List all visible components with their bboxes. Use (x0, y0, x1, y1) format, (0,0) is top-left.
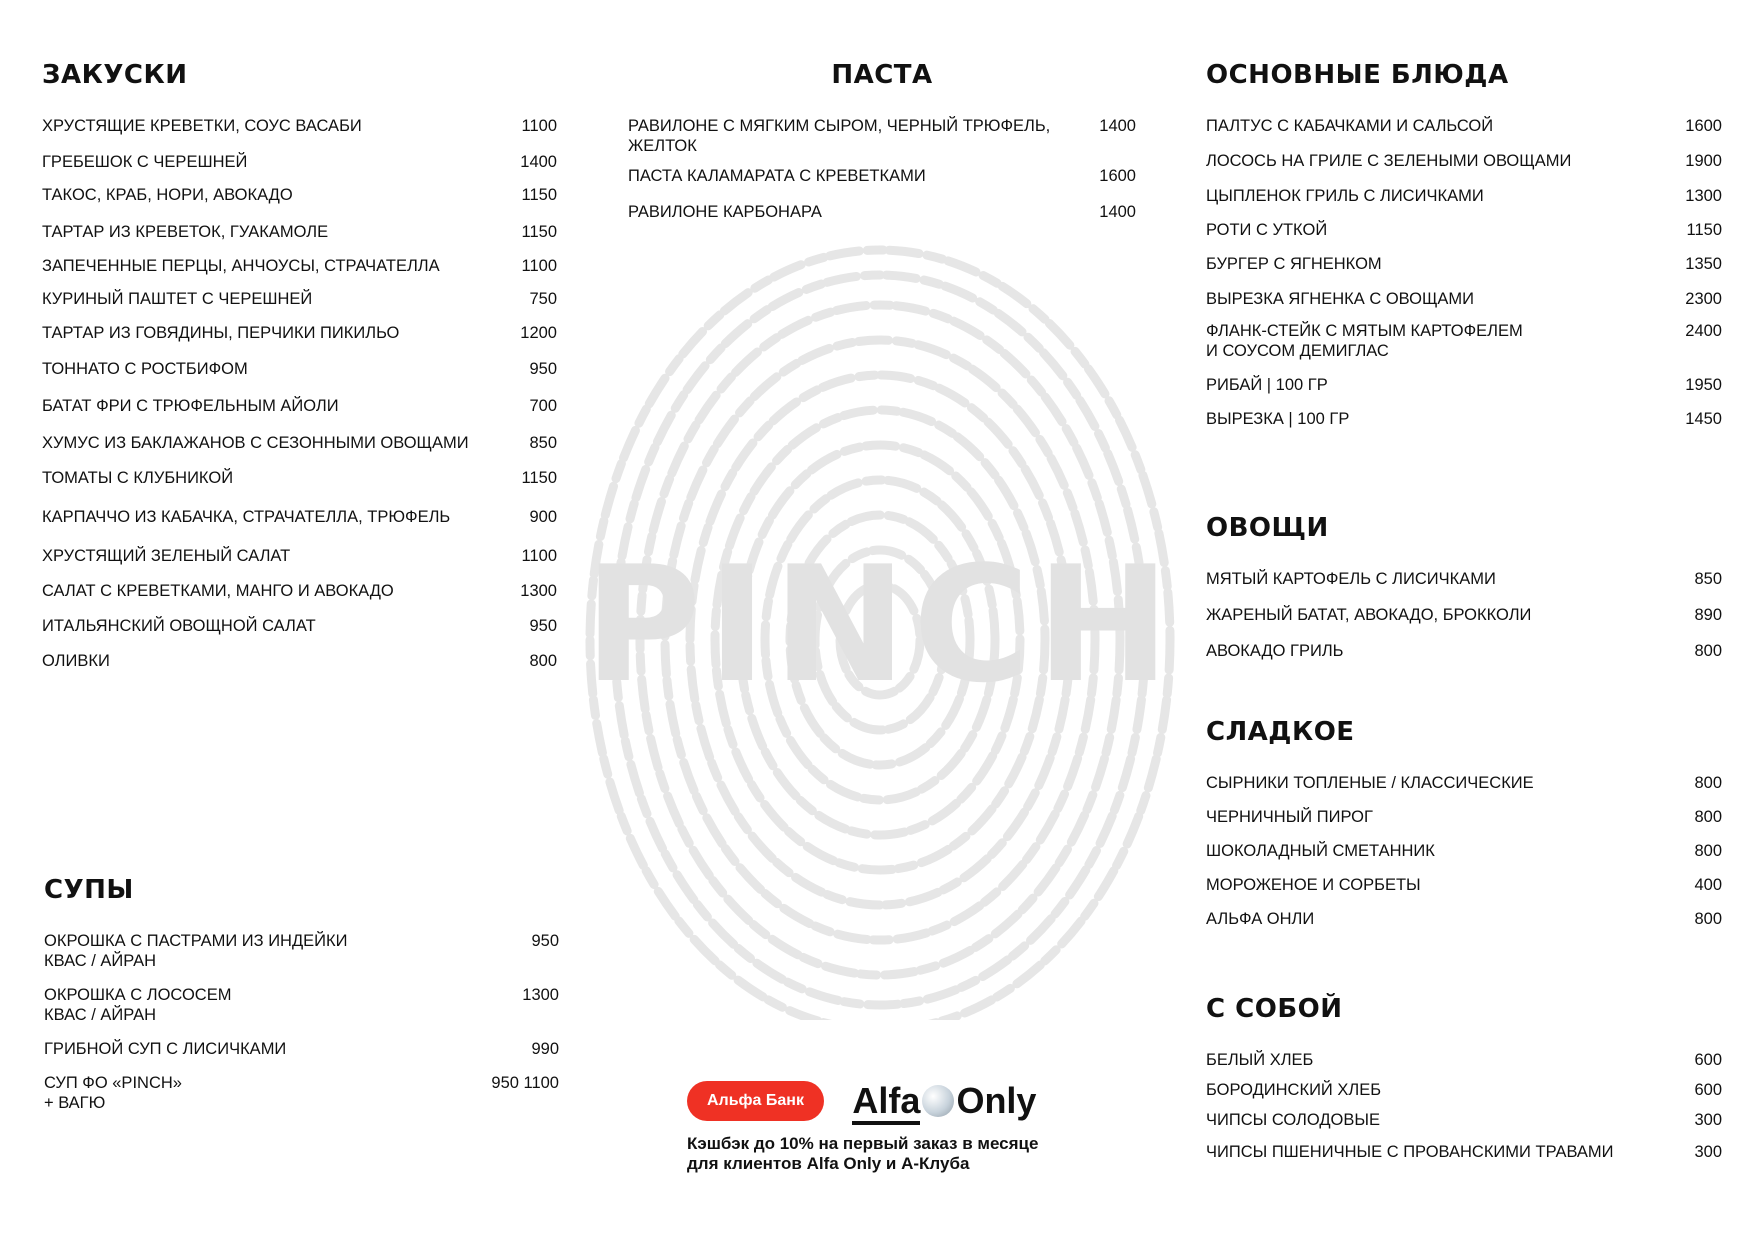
menu-item-name: КАРПАЧЧО ИЗ КАБАЧКА, СТРАЧАТЕЛЛА, ТРЮФЕЛЬ (42, 508, 451, 526)
menu-item-name: ЛОСОСЬ НА ГРИЛЕ С ЗЕЛЕНЫМИ ОВОЩАМИ (1206, 152, 1572, 170)
menu-item-price: 750 (529, 290, 557, 308)
menu-item-name: ТАКОС, КРАБ, НОРИ, АВОКАДО (42, 186, 293, 204)
menu-item-price: 600 (1694, 1081, 1722, 1099)
section-sladkoe (1206, 717, 1722, 929)
menu-item-name: ТАРТАР ИЗ ГОВЯДИНЫ, ПЕРЧИКИ ПИКИЛЬО (42, 324, 400, 342)
menu-item-name: ИТАЛЬЯНСКИЙ ОВОЩНОЙ САЛАТ (42, 617, 316, 635)
menu-item-price: 1600 (1685, 117, 1722, 135)
menu-item-price: 800 (1694, 774, 1722, 792)
menu-item-price: 800 (1694, 642, 1722, 660)
menu-item (44, 1039, 559, 1059)
menu-item-name: АЛЬФА ОНЛИ (1206, 910, 1315, 928)
menu-item-price: 850 (529, 434, 557, 452)
section-title: СУПЫ (44, 875, 134, 905)
watermark-text: PINCH (583, 531, 1177, 718)
menu-item-name: ЖАРЕНЫЙ БАТАТ, АВОКАДО, БРОККОЛИ (1206, 606, 1532, 624)
menu-item (42, 468, 557, 488)
menu-item (1206, 289, 1722, 309)
menu-item (1206, 909, 1722, 929)
menu-item-name: ГРЕБЕШОК С ЧЕРЕШНЕЙ (42, 153, 248, 171)
menu-item (628, 202, 1136, 222)
menu-item-price: 850 (1694, 570, 1722, 588)
menu-item (42, 616, 557, 636)
menu-item (42, 222, 557, 242)
menu-item (1206, 409, 1722, 429)
section-title: СЛАДКОЕ (1206, 717, 1355, 747)
promo-text (687, 1134, 1147, 1174)
menu-item-name: ОЛИВКИ (42, 652, 110, 670)
menu-item-price: 800 (1694, 842, 1722, 860)
promo-line-1: Кэшбэк до 10% на первый заказ в месяце (687, 1134, 1039, 1153)
menu-item-name: ХУМУС ИЗ БАКЛАЖАНОВ С СЕЗОННЫМИ ОВОЩАМИ (42, 434, 469, 452)
menu-item (42, 116, 557, 136)
menu-item-price: 1150 (1686, 221, 1722, 239)
menu-item-name: ЦЫПЛЕНОК ГРИЛЬ С ЛИСИЧКАМИ (1206, 187, 1484, 205)
section-ovoshchi (1206, 513, 1722, 661)
menu-item-name: ХРУСТЯЩИЕ КРЕВЕТКИ, СОУС ВАСАБИ (42, 117, 362, 135)
menu-item-price: 800 (529, 652, 557, 670)
menu-item-name: АВОКАДО ГРИЛЬ (1206, 642, 1344, 660)
menu-item (1206, 220, 1722, 240)
menu-list (1206, 773, 1722, 929)
menu-item-name: РАВИЛОНЕ КАРБОНАРА (628, 203, 822, 221)
menu-item-price: 1150 (521, 186, 557, 204)
menu-item (42, 581, 557, 601)
menu-item (1206, 875, 1722, 895)
menu-item (42, 651, 557, 671)
menu-item (42, 256, 557, 276)
menu-item-price: 890 (1694, 606, 1722, 624)
menu-item (42, 152, 557, 172)
menu-item-price: 900 (529, 508, 557, 526)
menu-item (1206, 186, 1722, 206)
alfa-bank-badge: Альфа Банк (687, 1081, 824, 1121)
menu-item-price: 1400 (1099, 203, 1136, 221)
menu-item-name: БАТАТ ФРИ С ТРЮФЕЛЬНЫМ АЙОЛИ (42, 397, 339, 415)
menu-item (628, 166, 1136, 186)
menu-item (1206, 773, 1722, 793)
menu-item-name: СЫРНИКИ ТОПЛЕНЫЕ / КЛАССИЧЕСКИЕ (1206, 774, 1534, 792)
menu-item-name: МЯТЫЙ КАРТОФЕЛЬ С ЛИСИЧКАМИ (1206, 570, 1496, 588)
menu-item-price: 1600 (1099, 167, 1136, 185)
menu-item-price: 400 (1694, 876, 1722, 894)
menu-item-name: РАВИЛОНЕ С МЯГКИМ СЫРОМ, ЧЕРНЫЙ ТРЮФЕЛЬ, ЖЕЛТОК (628, 117, 1051, 155)
alfa-only-brand-b: Only (956, 1080, 1037, 1121)
menu-item (42, 289, 557, 309)
menu-item-name: ЧИПСЫ ПШЕНИЧНЫЕ С ПРОВАНСКИМИ ТРАВАМИ (1206, 1143, 1614, 1161)
menu-item-name: ХРУСТЯЩИЙ ЗЕЛЕНЫЙ САЛАТ (42, 547, 291, 565)
menu-item-name: ОКРОШКА С ПАСТРАМИ ИЗ ИНДЕЙКИ КВАС / АЙРАН (44, 932, 348, 970)
section-pasta (628, 60, 1136, 222)
menu-item (42, 323, 557, 343)
menu-item-price: 1100 (521, 257, 557, 275)
menu-item-price: 1450 (1685, 410, 1722, 428)
menu-item-name: ЗАПЕЧЕННЫЕ ПЕРЦЫ, АНЧОУСЫ, СТРАЧАТЕЛЛА (42, 257, 440, 275)
menu-item-name: ВЫРЕЗКА | 100 ГР (1206, 410, 1350, 428)
menu-item-name: ПАЛТУС С КАБАЧКАМИ И САЛЬСОЙ (1206, 117, 1494, 135)
menu-item (1206, 375, 1722, 395)
section-zakuski (42, 60, 557, 671)
menu-item (42, 396, 557, 416)
menu-list (42, 116, 557, 671)
menu-item-name: РИБАЙ | 100 ГР (1206, 376, 1328, 394)
menu-list (1206, 569, 1722, 661)
menu-item-name: ВЫРЕЗКА ЯГНЕНКА С ОВОЩАМИ (1206, 290, 1475, 308)
menu-item-price: 700 (529, 397, 557, 415)
menu-item (42, 507, 557, 527)
menu-item-name: ЧЕРНИЧНЫЙ ПИРОГ (1206, 808, 1373, 826)
menu-item (42, 433, 557, 453)
menu-list (44, 931, 559, 1113)
section-title: ЗАКУСКИ (42, 60, 188, 90)
menu-item-price: 800 (1694, 910, 1722, 928)
menu-item-name: ОКРОШКА С ЛОСОСЕМ КВАС / АЙРАН (44, 986, 232, 1024)
menu-item-name: БЕЛЫЙ ХЛЕБ (1206, 1051, 1314, 1069)
section-title: ПАСТА (831, 60, 933, 90)
menu-item (1206, 641, 1722, 661)
section-title: ОСНОВНЫЕ БЛЮДА (1206, 60, 1509, 90)
pearl-icon (922, 1085, 954, 1117)
menu-item-name: МОРОЖЕНОЕ И СОРБЕТЫ (1206, 876, 1421, 894)
menu-item (1206, 569, 1722, 589)
menu-item-price: 1200 (520, 324, 557, 342)
menu-item (1206, 841, 1722, 861)
menu-item (1206, 1080, 1722, 1100)
section-title: С СОБОЙ (1206, 994, 1343, 1024)
menu-item-price: 1400 (1099, 117, 1136, 135)
menu-item-price: 1400 (520, 153, 557, 171)
section-s-soboy (1206, 994, 1722, 1162)
menu-item-price: 1150 (521, 223, 557, 241)
section-supy (44, 875, 559, 1113)
menu-item-name: ТОМАТЫ С КЛУБНИКОЙ (42, 469, 234, 487)
menu-item (1206, 605, 1722, 625)
menu-item-price: 1300 (1685, 187, 1722, 205)
menu-item-price: 1300 (522, 986, 559, 1004)
menu-item-price: 950 (531, 932, 559, 950)
menu-item-price: 950 1100 (491, 1074, 559, 1092)
menu-item-name: ШОКОЛАДНЫЙ СМЕТАННИК (1206, 842, 1435, 860)
menu-item (1206, 807, 1722, 827)
menu-item-price: 600 (1694, 1051, 1722, 1069)
menu-item (1206, 1110, 1722, 1130)
menu-item (1206, 1050, 1722, 1070)
menu-list (1206, 116, 1722, 429)
menu-list (1206, 1050, 1722, 1162)
menu-item (44, 931, 559, 971)
menu-item-name: РОТИ С УТКОЙ (1206, 221, 1328, 239)
menu-item (1206, 151, 1722, 171)
menu-item-price: 1950 (1685, 376, 1722, 394)
menu-item-price: 990 (531, 1040, 559, 1058)
menu-list (628, 116, 1136, 222)
promo-block (687, 1080, 1147, 1174)
menu-item-price: 2400 (1685, 322, 1722, 340)
menu-item (1206, 254, 1722, 274)
menu-item (1206, 321, 1722, 361)
menu-item (44, 1073, 559, 1113)
menu-item-name: СУП ФО «PINCH» + ВАГЮ (44, 1074, 182, 1112)
menu-item (44, 985, 559, 1025)
menu-item-name: ТАРТАР ИЗ КРЕВЕТОК, ГУАКАМОЛЕ (42, 223, 329, 241)
menu-item-price: 1100 (521, 117, 557, 135)
menu-item (42, 185, 557, 205)
menu-item-name: КУРИНЫЙ ПАШТЕТ С ЧЕРЕШНЕЙ (42, 290, 313, 308)
menu-item (42, 359, 557, 379)
alfa-only-logo (852, 1080, 1036, 1122)
menu-item-price: 1150 (521, 469, 557, 487)
menu-item-price: 1900 (1685, 152, 1722, 170)
promo-line-2: для клиентов Alfa Only и А-Клуба (687, 1154, 970, 1173)
menu-item-price: 950 (529, 617, 557, 635)
fingerprint-watermark (560, 220, 1200, 1020)
menu-item (1206, 116, 1722, 136)
menu-item-name: ТОННАТО С РОСТБИФОМ (42, 360, 248, 378)
menu-item (1206, 1142, 1722, 1162)
menu-item-name: БУРГЕР С ЯГНЕНКОМ (1206, 255, 1382, 273)
menu-item-name: ГРИБНОЙ СУП С ЛИСИЧКАМИ (44, 1040, 287, 1058)
menu-item-price: 950 (529, 360, 557, 378)
section-title: ОВОЩИ (1206, 513, 1329, 543)
menu-item (628, 116, 1136, 156)
menu-item-price: 2300 (1685, 290, 1722, 308)
menu-item-price: 800 (1694, 808, 1722, 826)
menu-item-price: 300 (1694, 1143, 1722, 1161)
menu-item-price: 1300 (520, 582, 557, 600)
menu-item-name: ЧИПСЫ СОЛОДОВЫЕ (1206, 1111, 1380, 1129)
menu-item-name: БОРОДИНСКИЙ ХЛЕБ (1206, 1081, 1382, 1099)
alfa-only-brand-a: Alfa (852, 1080, 920, 1125)
section-osnovnye (1206, 60, 1722, 429)
menu-item-price: 1350 (1685, 255, 1722, 273)
menu-item-name: САЛАТ С КРЕВЕТКАМИ, МАНГО И АВОКАДО (42, 582, 394, 600)
menu-item-price: 300 (1694, 1111, 1722, 1129)
menu-item (42, 546, 557, 566)
menu-item-name: ФЛАНК-СТЕЙК С МЯТЫМ КАРТОФЕЛЕМ И СОУСОМ ДЕМИГЛАС (1206, 322, 1523, 360)
menu-item-price: 1100 (521, 547, 557, 565)
menu-item-name: ПАСТА КАЛАМАРАТА С КРЕВЕТКАМИ (628, 167, 926, 185)
